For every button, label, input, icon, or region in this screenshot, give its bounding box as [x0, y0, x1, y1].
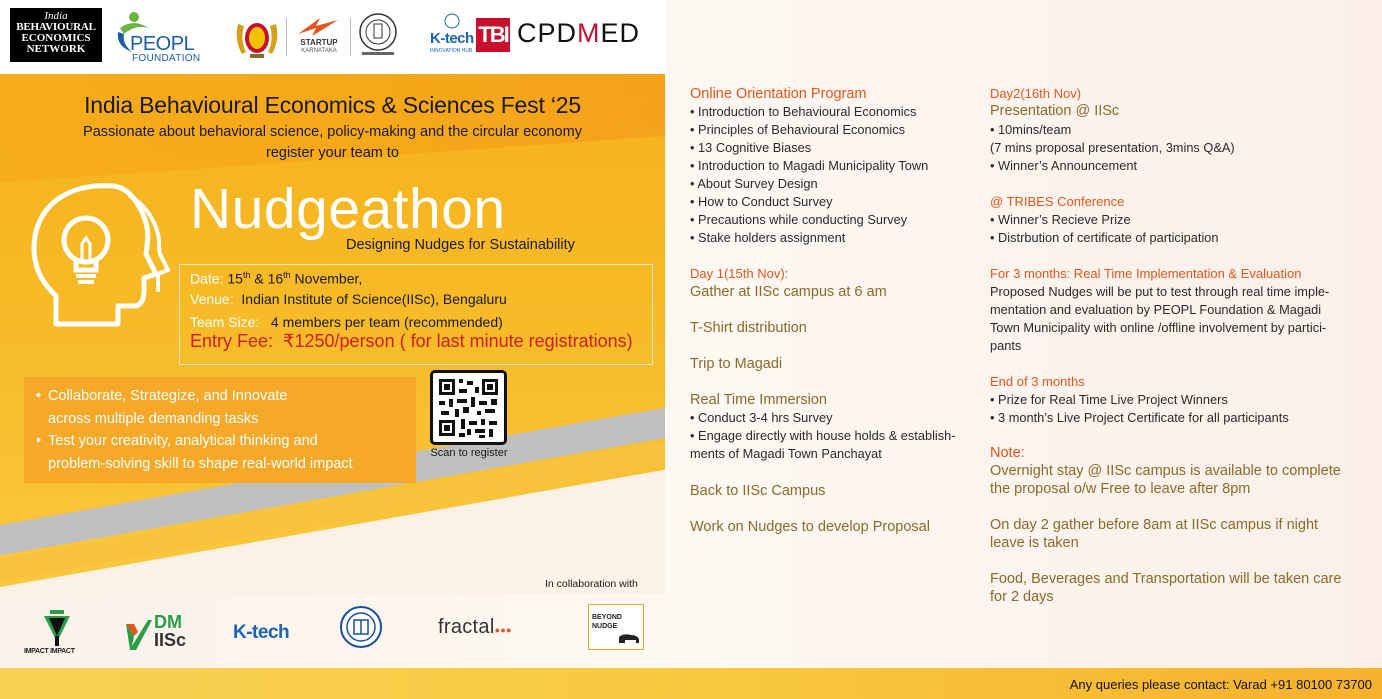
three-months-text: Town Municipality with online /offline involvement by partici- — [990, 320, 1327, 335]
date-day1: 15 — [227, 270, 243, 287]
date-label: Date: — [190, 270, 224, 287]
ktech-logo: K-tech — [233, 622, 290, 643]
iisc-bubble-icon — [430, 12, 474, 30]
three-months-title: For 3 months: Real Time Implementation & Evaluation — [990, 266, 1302, 281]
event-title: Nudgeathon — [190, 177, 506, 241]
startup-sub: KARNATAKA — [301, 48, 337, 54]
tribes-item: • Winner’s Recieve Prize — [990, 212, 1131, 227]
ibe-line1: India — [44, 10, 68, 22]
fractal-name: fractal — [438, 616, 495, 638]
cpdmed-logo — [517, 18, 640, 49]
fractal-dots: ●●● — [494, 625, 512, 635]
day1-title: Day 1(15th Nov): — [690, 266, 789, 281]
beyond-nudge-logo — [588, 604, 644, 650]
fest-title: India Behavioural Economics & Sciences Fest ‘25 — [84, 92, 581, 118]
orientation-item: • Introduction to Behavioural Economics — [690, 104, 916, 119]
ktech-name: K-tech — [430, 30, 474, 47]
day1-gather: Gather at IISc campus at 6 am — [690, 284, 887, 300]
impact-tree-icon — [24, 608, 90, 648]
immersion-title: Real Time Immersion — [690, 392, 827, 408]
dm-iisc-logo — [124, 612, 194, 652]
three-months-text: pants — [990, 338, 1022, 353]
orientation-item: • Principles of Behavioural Economics — [690, 122, 905, 137]
note-line: for 2 days — [990, 589, 1054, 605]
orientation-item: • Precautions while conducting Survey — [690, 212, 907, 227]
team-size-value: 4 members per team (recommended) — [270, 314, 503, 330]
entry-fee-label: Entry Fee: — [190, 331, 274, 351]
event-tagline: Designing Nudges for Sustainability — [346, 237, 575, 253]
india-behavioural-economics-network-logo — [10, 8, 102, 62]
tribes-item: • Distrbution of certificate of participation — [990, 230, 1219, 245]
cpdmed-post: ED — [600, 18, 641, 48]
note-line: the proposal o/w Free to leave after 8pm — [990, 481, 1251, 497]
ktech-sub: INNOVATION HUB — [430, 48, 473, 54]
end-of-months-title: End of 3 months — [990, 374, 1085, 389]
team-size-row — [190, 314, 503, 330]
date-month: November, — [290, 270, 363, 287]
peopl-foundation-logo — [110, 8, 202, 62]
highlight-line: across multiple demanding tasks — [48, 410, 259, 427]
presentation-note: (7 mins proposal presentation, 3mins Q&A) — [990, 140, 1235, 155]
date-amp: & — [250, 270, 268, 287]
highlight-line: Test your creativity, analytical thinking and — [48, 433, 318, 449]
date-suffix1: th — [242, 270, 251, 280]
orientation-title: Online Orientation Program — [690, 86, 867, 102]
beyond-line2: NUDGE — [592, 623, 618, 630]
highlight-line: problem-solving skill to shape real-world impact — [48, 455, 353, 472]
orientation-item: • Stake holders assignment — [690, 230, 845, 245]
iisc-seal-icon — [354, 10, 402, 60]
date-suffix2: th — [283, 270, 291, 280]
immersion-item-continued: ments of Magadi Town Panchayat — [690, 446, 882, 461]
qr-caption: Scan to register — [430, 447, 508, 459]
trip-to-magadi: Trip to Magadi — [690, 356, 783, 372]
fractal-logo — [438, 616, 512, 639]
startup-arrow-icon — [290, 14, 346, 38]
contact-text: Any queries please contact: Varad +91 80100 73700 — [1069, 677, 1372, 692]
cpdmed-m: M — [577, 18, 601, 48]
logo-divider — [286, 18, 287, 56]
peopl-name: PEOPL — [130, 33, 195, 55]
day2-title: Day2(16th Nov) — [990, 86, 1082, 101]
immersion-item: • Engage directly with house holds & establish- — [690, 428, 956, 443]
tbi-logo: TBI — [476, 18, 510, 52]
university-seal-icon — [338, 604, 384, 650]
team-size-label: Team Size: — [190, 314, 260, 330]
ktech-innovation-hub-logo — [430, 12, 474, 58]
date-row — [190, 270, 362, 287]
date-day2: 16 — [267, 270, 284, 287]
highlight-item — [36, 385, 416, 430]
peopl-sub: FOUNDATION — [132, 53, 201, 64]
presentation-item: • Winner’s Announcement — [990, 158, 1137, 173]
orientation-item: • Introduction to Magadi Municipality Town — [690, 158, 928, 173]
highlights-box — [24, 377, 416, 483]
back-to-campus: Back to IISc Campus — [690, 483, 826, 499]
cpdmed-pre: CPD — [517, 18, 578, 48]
impact-logo — [24, 608, 90, 658]
logo-divider — [350, 18, 351, 56]
contact-footer — [0, 668, 1382, 699]
note-line: leave is taken — [990, 535, 1079, 551]
entry-fee-row — [190, 331, 633, 352]
dm-check-icon — [124, 616, 154, 652]
logo-strip — [0, 0, 665, 74]
head-lightbulb-icon — [26, 178, 170, 328]
dm-iisc: IISc — [154, 630, 187, 650]
immersion-item: • Conduct 3-4 hrs Survey — [690, 410, 832, 425]
tribes-title: @ TRIBES Conference — [990, 194, 1125, 209]
note-line: Overnight stay @ IISc campus is available to complete — [990, 463, 1341, 479]
note-line: Food, Beverages and Transportation will be taken care — [990, 571, 1342, 587]
highlight-item — [36, 430, 416, 475]
end-of-months-item: • Prize for Real Time Live Project Winners — [990, 392, 1228, 407]
venue-label: Venue: — [190, 291, 234, 307]
startup-name: STARTUP — [300, 38, 338, 47]
note-line: On day 2 gather before 8am at IISc campus if night — [990, 517, 1319, 533]
qr-code-icon — [433, 373, 504, 442]
beyond-line1: BEYOND — [592, 614, 622, 621]
work-on-nudges: Work on Nudges to develop Proposal — [690, 519, 930, 535]
highlight-line: Collaborate, Strategize, and Innovate — [48, 388, 288, 404]
three-months-text: mentation and evaluation by PEOPL Foundation & Magadi — [990, 302, 1322, 317]
event-details-box — [179, 264, 653, 365]
venue-value: Indian Institute of Science(IISc), Bengaluru — [241, 291, 507, 307]
registration-qr-code[interactable] — [430, 370, 507, 445]
three-months-text: Proposed Nudges will be put to test through real time imple- — [990, 284, 1330, 299]
presentation-title: Presentation @ IISc — [990, 103, 1120, 119]
dm-name: DM — [154, 612, 182, 632]
presentation-item: • 10mins/team — [990, 122, 1071, 137]
highlights-list — [24, 377, 416, 475]
karnataka-emblem-icon — [232, 14, 282, 60]
fest-register-line: register your team to — [266, 145, 399, 161]
ibe-line2: BEHAVIOURAL — [16, 21, 96, 33]
ibe-line4: NETWORK — [26, 43, 86, 55]
impact-name: IMPACT IMPACT — [24, 648, 75, 655]
collaboration-label: In collaboration with — [545, 578, 638, 590]
startup-karnataka-logo — [290, 14, 346, 60]
entry-fee-value: ₹1250/person ( for last minute registrations) — [283, 331, 633, 351]
ibe-line3: ECONOMICS — [21, 32, 91, 44]
note-title: Note: — [990, 445, 1025, 461]
orientation-item: • About Survey Design — [690, 176, 818, 191]
elephant-icon — [617, 633, 641, 645]
orientation-item: • 13 Cognitive Biases — [690, 140, 811, 155]
tshirt-distribution: T-Shirt distribution — [690, 320, 807, 336]
end-of-months-item: • 3 month’s Live Project Certificate for all participants — [990, 410, 1289, 425]
fest-subtitle: Passionate about behavioral science, policy-making and the circular economy — [83, 124, 582, 140]
orientation-item: • How to Conduct Survey — [690, 194, 832, 209]
venue-row — [190, 291, 507, 307]
